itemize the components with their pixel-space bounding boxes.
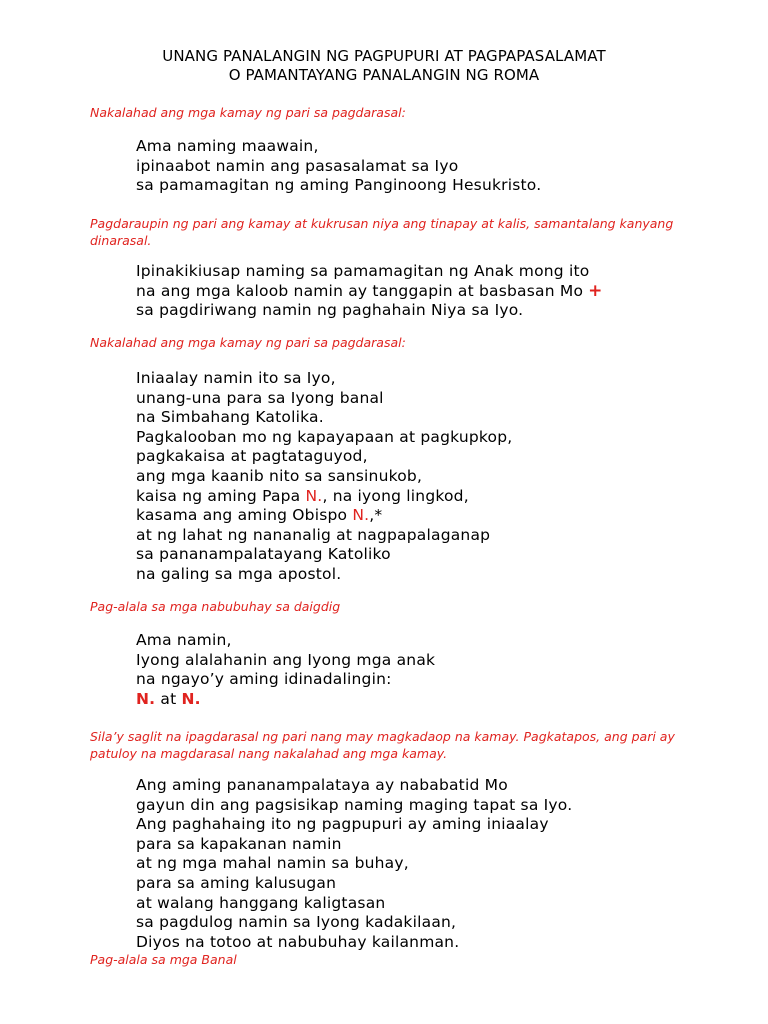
- rubric-1: Nakalahad ang mga kamay ng pari sa pagdarasal:: [90, 105, 406, 120]
- prayer-4-line: Iyong alalahanin ang Iyong mga anak: [136, 650, 436, 669]
- prayer-4-line: Ama namin,: [136, 631, 232, 649]
- name-placeholder-1: N.: [136, 689, 156, 708]
- bishop-suffix: ,*: [369, 506, 383, 525]
- title-line-2: O PAMANTAYANG PANALANGIN NG ROMA: [228, 66, 540, 84]
- prayer-5: [136, 776, 696, 952]
- prayer-2-line: [136, 282, 696, 302]
- prayer-3-line: at ng lahat ng nananalig at nagpapalaganap: [136, 525, 491, 544]
- sign-of-cross-icon: +: [588, 280, 603, 301]
- names-conjunction: at: [155, 689, 182, 708]
- name-placeholder-2: N.: [181, 689, 201, 708]
- pope-name-placeholder: N.: [305, 486, 323, 505]
- prayer-2-line-text: na ang mga kaloob namin ay tanggapin at basbasan Mo: [136, 281, 584, 300]
- rubric-5: Sila’y saglit na ipagdarasal ng pari nang may magkadaop na kamay. Pagkatapos, ang pari ay patuloy na magdarasal nang nakalahad ang mga kamay.: [90, 729, 675, 761]
- prayer-3-line: unang-una para sa Iyong banal: [136, 388, 384, 407]
- bishop-name-placeholder: N.: [352, 506, 370, 525]
- prayer-4-line: na ngayo’y aming idinadalingin:: [136, 670, 392, 689]
- prayer-3-line: na galing sa mga apostol.: [136, 564, 342, 583]
- prayer-4-names-line: [136, 690, 696, 710]
- prayer-2-line: Ipinakikiusap naming sa pamamagitan ng Anak mong ito: [136, 262, 590, 280]
- rubric-3: Nakalahad ang mga kamay ng pari sa pagdarasal:: [90, 335, 406, 350]
- pope-suffix: , na iyong lingkod,: [322, 486, 469, 505]
- prayer-2: [136, 262, 696, 321]
- bishop-prefix: kasama ang aming Obispo: [136, 506, 353, 525]
- prayer-5-line: Diyos na totoo at nabubuhay kailanman.: [136, 932, 460, 951]
- document-title: [0, 47, 768, 85]
- rubric-6: Pag-alala sa mga Banal: [90, 952, 237, 967]
- prayer-5-line: para sa kapakanan namin: [136, 834, 342, 853]
- prayer-3-line: na Simbahang Katolika.: [136, 408, 324, 427]
- prayer-1-line: ipinaabot namin ang pasasalamat sa Iyo: [136, 156, 459, 175]
- prayer-3-line: sa pananampalatayang Katoliko: [136, 545, 391, 564]
- prayer-5-line: at ng mga mahal namin sa buhay,: [136, 854, 409, 873]
- prayer-5-line: gayun din ang pagsisikap naming maging tapat sa Iyo.: [136, 795, 573, 814]
- prayer-3-bishop-line: [136, 506, 696, 526]
- pope-prefix: kaisa ng aming Papa: [136, 486, 306, 505]
- prayer-5-line: Ang paghahaing ito ng pagpupuri ay aming iniaalay: [136, 815, 549, 834]
- rubric-2: Pagdaraupin ng pari ang kamay at kukrusan niya ang tinapay at kalis, samantalang kanyang dinarasal.: [90, 216, 674, 248]
- prayer-3: [136, 369, 696, 585]
- prayer-3-line: Pagkalooban mo ng kapayapaan at pagkupkop,: [136, 427, 513, 446]
- prayer-1-line: sa pamamagitan ng aming Panginoong Hesukristo.: [136, 176, 542, 195]
- rubric-4: Pag-alala sa mga nabubuhay sa daigdig: [90, 599, 341, 614]
- prayer-5-line: Ang aming pananampalataya ay nababatid Mo: [136, 776, 508, 794]
- prayer-3-line: pagkakaisa at pagtataguyod,: [136, 447, 368, 466]
- prayer-5-line: sa pagdulog namin sa Iyong kadakilaan,: [136, 913, 457, 932]
- prayer-3-pope-line: [136, 487, 696, 507]
- prayer-2-line: sa pagdiriwang namin ng paghahain Niya sa Iyo.: [136, 301, 524, 320]
- prayer-3-line: Iniaalay namin ito sa Iyo,: [136, 369, 336, 387]
- title-line-1: UNANG PANALANGIN NG PAGPUPURI AT PAGPAPASALAMAT: [162, 47, 606, 65]
- prayer-1: [136, 137, 696, 196]
- prayer-5-line: para sa aming kalusugan: [136, 873, 337, 892]
- prayer-1-line: Ama naming maawain,: [136, 137, 319, 155]
- prayer-3-line: ang mga kaanib nito sa sansinukob,: [136, 466, 423, 485]
- prayer-5-line: at walang hanggang kaligtasan: [136, 893, 386, 912]
- prayer-4: [136, 631, 696, 709]
